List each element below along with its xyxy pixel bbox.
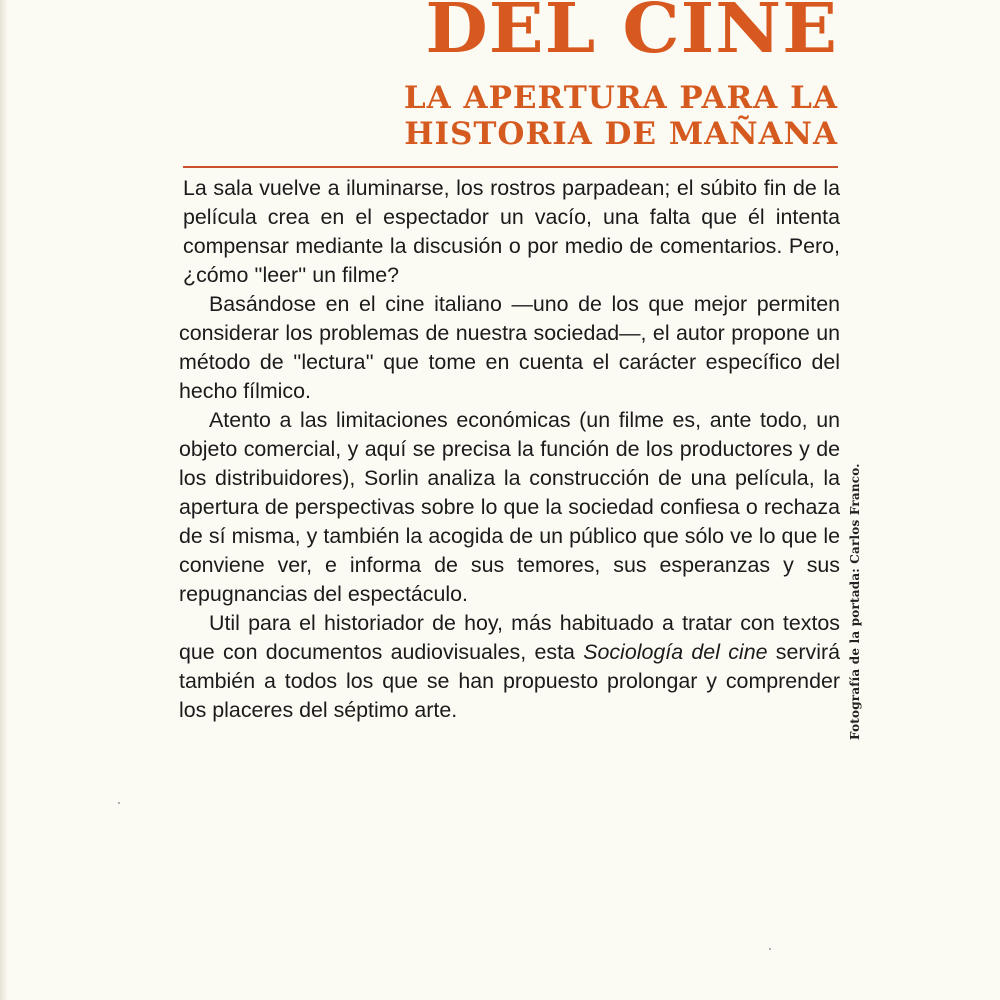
title-divider [183,166,838,168]
book-subtitle [404,80,838,152]
paragraph-2: Basándose en el cine italiano —uno de los que mejor permiten considerar los problemas de nuestra sociedad—, el autor propone un método de ''lectura'' que tome en cuenta el carácter específico del hecho fílmico. [179,292,840,403]
paragraph-3: Atento a las limitaciones económicas (un filme es, ante todo, un objeto comercial, y aquí se precisa la función de los productores y de los distribuidores), Sorlin analiza la construcción de una película, la apertura de perspectivas sobre lo que la sociedad confiesa o rechaza de sí misma, y también la acogida de un público que sólo ve lo que le conviene ver, e informa de sus temores, sus esperanzas y sus repugnancias del espectáculo. [179,408,840,606]
paragraph-1: La sala vuelve a iluminarse, los rostros parpadean; el súbito fin de la película crea en el espectador un vacío, una falta que él intenta compensar mediante la discusión o por medio de comentarios. Pero, ¿cómo ''leer'' un filme? [183,176,840,287]
book-title-italic: Sociología del cine [583,640,768,664]
blurb-text [179,174,840,725]
paragraph-4 [179,609,840,725]
subtitle-line-2: HISTORIA DE MAÑANA [404,116,838,152]
paper-speck [118,802,120,804]
paragraph-4-end: servirá también a todos los que se han propuesto prolongar y comprender los placeres del séptimo arte. [179,640,840,722]
paragraph-4-start: Util para el historiador de hoy, más habituado a tratar con textos que con documentos audiovisuales, esta [179,611,840,664]
book-title: DEL CINE [425,0,838,69]
subtitle-line-1: LA APERTURA PARA LA [403,80,838,116]
photo-credit: Fotografía de la portada: Carlos Franco. [848,463,862,740]
page-edge-shadow [0,0,8,1000]
paper-speck [769,948,771,950]
